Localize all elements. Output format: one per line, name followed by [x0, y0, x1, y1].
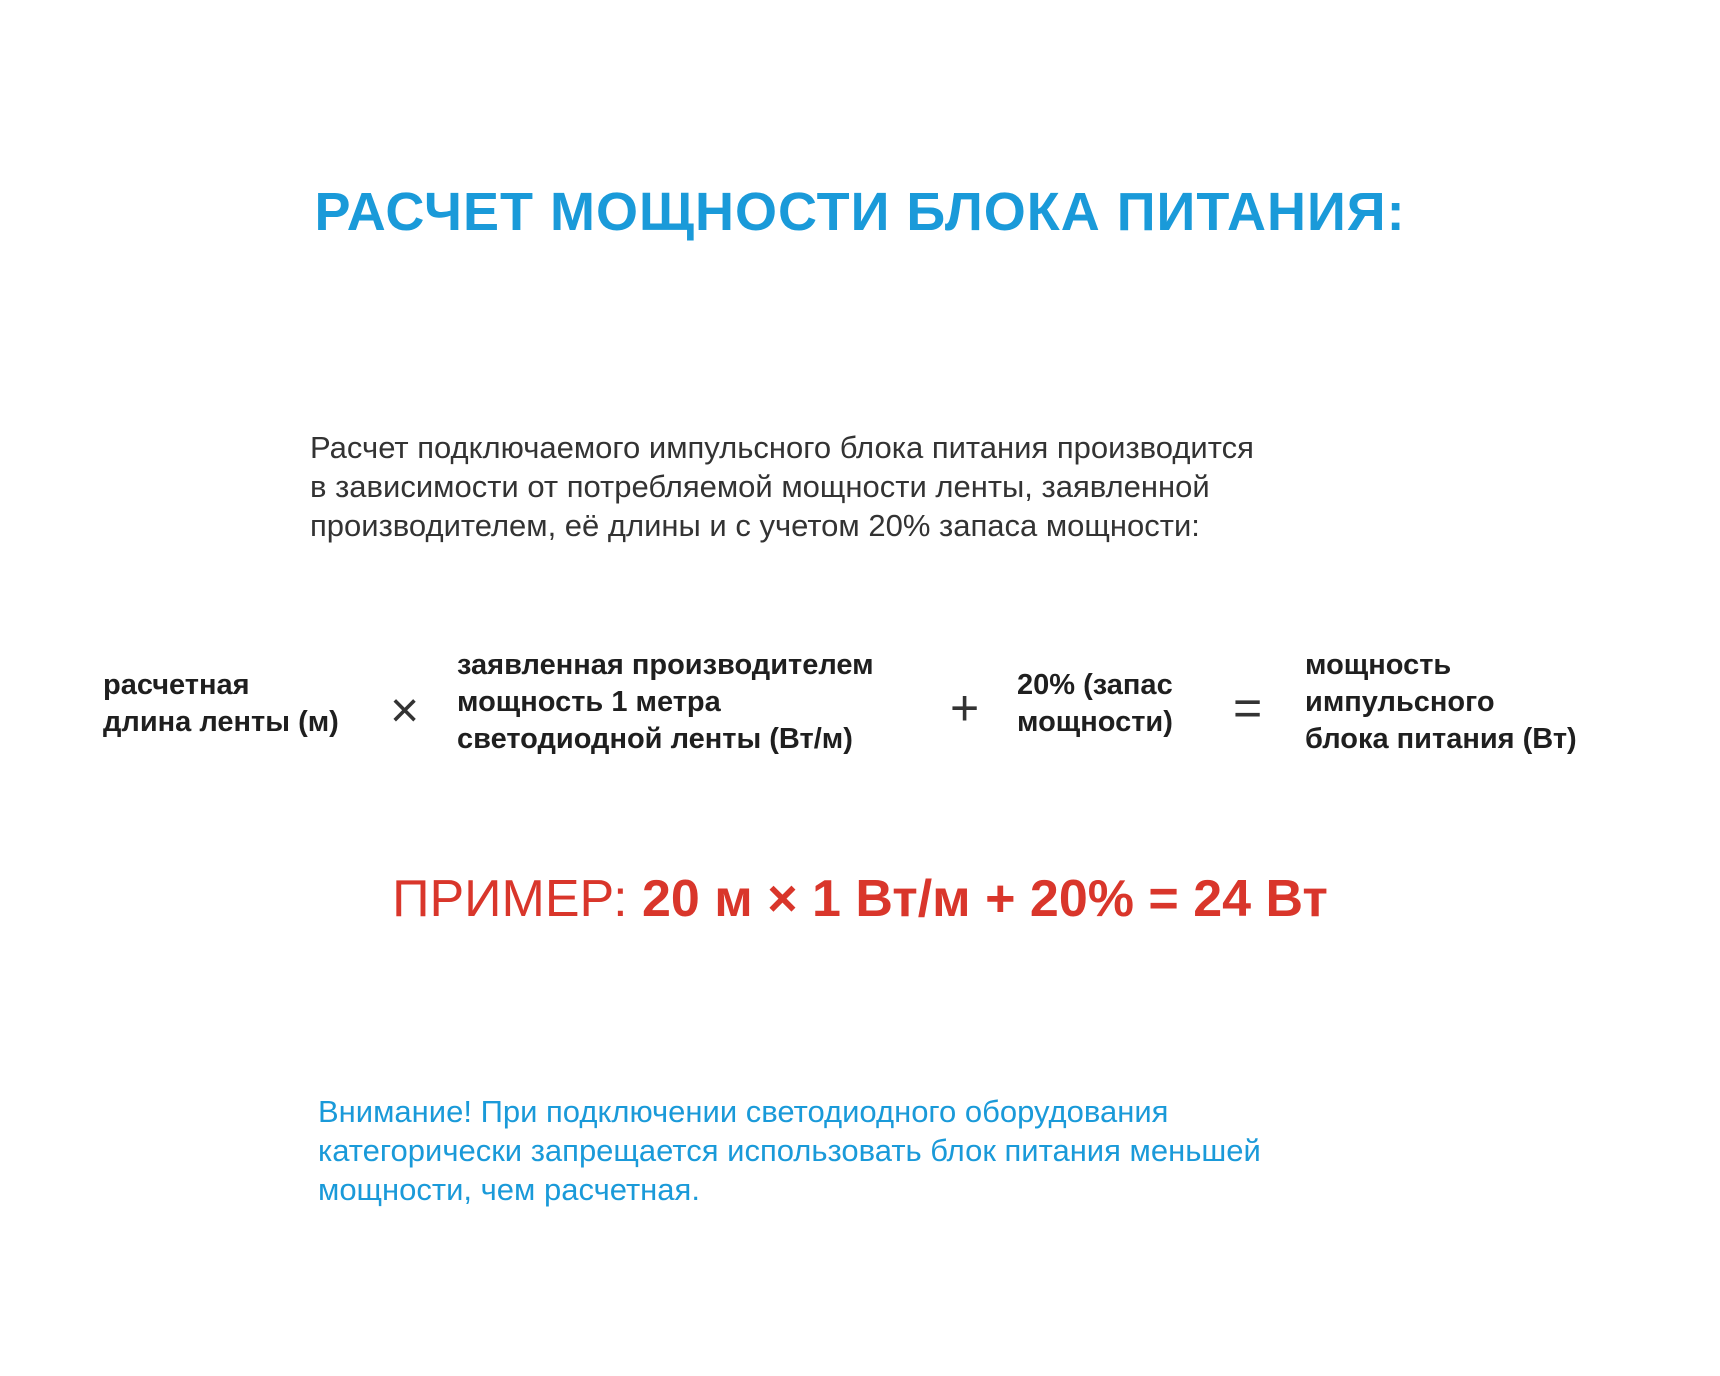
formula-term-line: мощности): [1017, 706, 1173, 738]
formula-term-reserve: [1017, 667, 1173, 741]
warning-line: категорически запрещается использовать блок питания меньшей: [318, 1133, 1261, 1168]
intro-line: Расчет подключаемого импульсного блока питания производится: [310, 430, 1254, 465]
formula-term-line: светодиодной ленты (Вт/м): [457, 723, 853, 755]
formula-term-line: длина ленты (м): [103, 706, 339, 738]
intro-line: в зависимости от потребляемой мощности ленты, заявленной: [310, 469, 1210, 504]
intro-paragraph: [310, 428, 1450, 545]
example-label: ПРИМЕР:: [392, 870, 642, 928]
formula-term-result: [1305, 647, 1577, 758]
equals-sign: =: [1233, 680, 1263, 736]
formula: [0, 645, 1720, 765]
formula-term-line: блока питания (Вт): [1305, 723, 1577, 755]
intro-line: производителем, её длины и с учетом 20% запаса мощности:: [310, 508, 1200, 543]
formula-term-line: импульсного: [1305, 686, 1495, 718]
formula-term-line: 20% (запас: [1017, 669, 1173, 701]
formula-term-line: заявленная производителем: [457, 649, 874, 681]
multiply-sign: ×: [390, 682, 420, 738]
formula-term-line: мощность: [1305, 649, 1452, 681]
formula-term-line: мощность 1 метра: [457, 686, 721, 718]
formula-term-length: [103, 667, 339, 741]
page-title: РАСЧЕТ МОЩНОСТИ БЛОКА ПИТАНИЯ:: [314, 182, 1406, 242]
warning-line: мощности, чем расчетная.: [318, 1172, 700, 1207]
formula-term-line: расчетная: [103, 669, 250, 701]
plus-sign: +: [950, 680, 980, 736]
warning-line: Внимание! При подключении светодиодного оборудования: [318, 1094, 1169, 1129]
formula-term-power-per-meter: [457, 647, 874, 758]
warning-note: [318, 1092, 1458, 1209]
example-calculation: [0, 868, 1720, 930]
example-expression: 20 м × 1 Вт/м + 20% = 24 Вт: [642, 870, 1328, 928]
